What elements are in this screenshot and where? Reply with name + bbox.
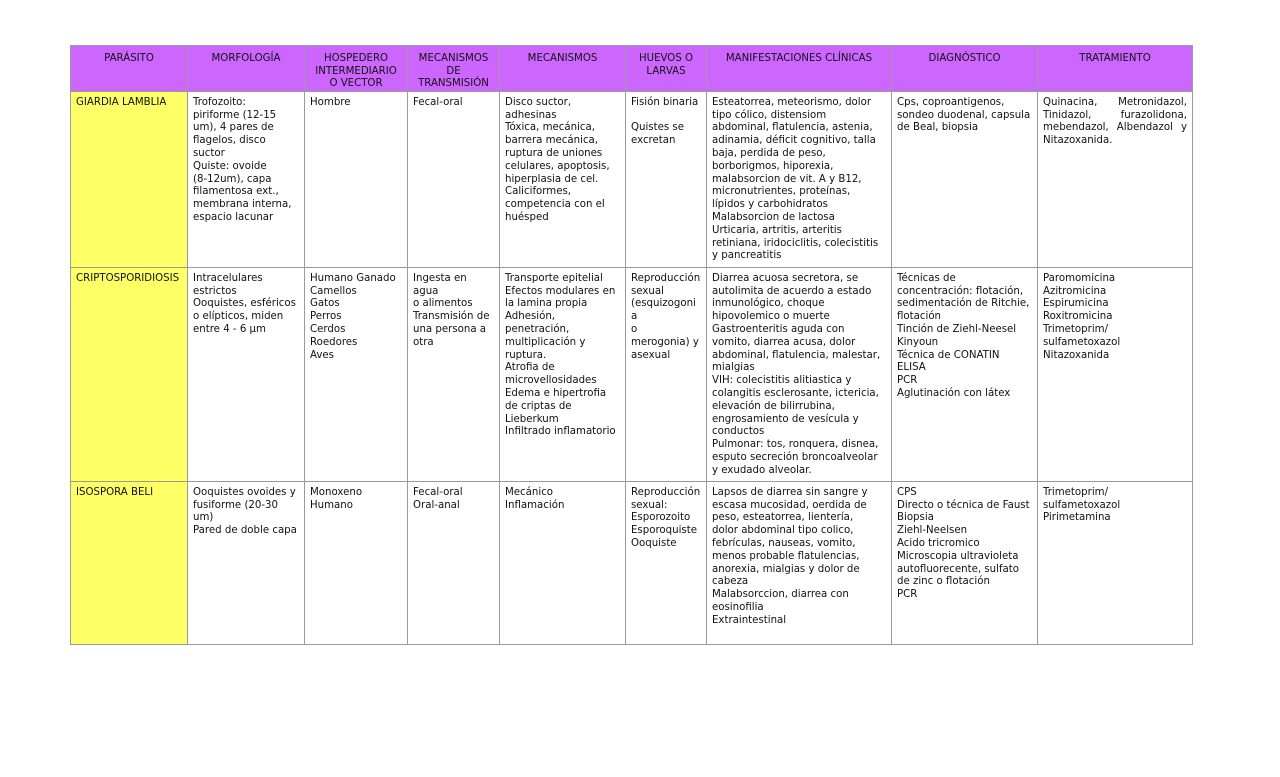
header-hospedero: HOSPEDERO INTERMEDIARIO O VECTOR <box>305 46 408 92</box>
header-manifestaciones: MANIFESTACIONES CLÍNICAS <box>707 46 892 92</box>
tratamiento-cell <box>1038 91 1193 267</box>
parasite-name: CRIPTOSPORIDIOSIS <box>76 272 180 284</box>
morfologia-text: Ooquistes ovoides y fusiforme (20-30 um) Pared de doble capa <box>193 486 297 537</box>
huevos-text: Fisión binaria Quistes se excretan <box>631 96 699 147</box>
parasite-table <box>70 45 1193 645</box>
diagnostico-cell <box>892 91 1038 267</box>
transmision-cell <box>408 267 500 481</box>
transmision-text: Ingesta en agua o alimentos Transmisión de una persona a otra <box>413 272 490 348</box>
transmision-text: Fecal-oral <box>413 96 463 108</box>
header-tratamiento: TRATAMIENTO <box>1038 46 1193 92</box>
transmision-text: Fecal-oral Oral-anal <box>413 486 463 511</box>
transmision-cell <box>408 481 500 644</box>
manifestaciones-cell <box>707 91 892 267</box>
header-row <box>71 46 1193 92</box>
mecanismos-text: Disco suctor, adhesinas Tóxica, mecánica, barrera mecánica, ruptura de uniones celulares, apoptosis, hiperplasia de cel. Caliciformes, competencia con el huésped <box>505 96 610 223</box>
mecanismos-text: Transporte epitelial Efectos modulares en la lamina propia Adhesión, penetración, multiplicación y ruptura. Atrofia de microvellosidades Edema e hipertrofia de criptas de Lieberkum Infiltrado inflamatorio <box>505 272 616 438</box>
hospedero-text: Humano Ganado Camellos Gatos Perros Cerdos Roedores Aves <box>310 272 396 361</box>
morfologia-cell <box>188 267 305 481</box>
tratamiento-cell <box>1038 481 1193 644</box>
hospedero-cell <box>305 267 408 481</box>
huevos-cell <box>626 267 707 481</box>
huevos-cell <box>626 91 707 267</box>
header-mecanismos: MECANISMOS <box>500 46 626 92</box>
diagnostico-text: Cps, coproantigenos, sondeo duodenal, capsula de Beal, biopsia <box>897 96 1031 134</box>
tratamiento-cell <box>1038 267 1193 481</box>
header-huevos-larvas: HUEVOS O LARVAS <box>626 46 707 92</box>
manifestaciones-text: Diarrea acuosa secretora, se autolimita de acuerdo a estado inmunológico, choque hipovolemico o muerte Gastroenteritis aguda con vomito, diarrea acusa, dolor abdominal, flatulencia, malestar, mialgias VIH: colecistitis alitiastica y colangitis esclerosante, ictericia, elevación de bilirrubina, engrosamiento de vesícula y conductos Pulmonar: tos, ronquera, disnea, esputo secreción broncoalveolar y exudado alveolar. <box>712 272 881 476</box>
table-row-criptosporidiosis <box>71 267 1193 481</box>
parasite-name-cell <box>71 91 188 267</box>
tratamiento-text: Quinacina, Metronidazol, Tinidazol, furazolidona, mebendazol, Albendazol y Nitazoxanida. <box>1043 96 1187 147</box>
tratamiento-text: Trimetoprim/ sulfametoxazol Pirimetamina <box>1043 486 1121 524</box>
hospedero-cell <box>305 481 408 644</box>
parasite-name: ISOSPORA BELI <box>76 486 154 498</box>
transmision-cell <box>408 91 500 267</box>
parasite-name: GIARDIA LAMBLIA <box>76 96 167 108</box>
huevos-cell <box>626 481 707 644</box>
morfologia-text: Trofozoito: piriforme (12-15 um), 4 pares de flagelos, disco suctor Quiste: ovoide (8-12um), capa filamentosa ext., membrana interna, espacio lacunar <box>193 96 292 223</box>
table-row-isospora <box>71 481 1193 644</box>
manifestaciones-text: Esteatorrea, meteorismo, dolor tipo cólico, distensiom abdominal, flatulencia, astenia, adinamia, déficit cognitivo, talla baja, perdida de peso, borborigmos, hiporexia, malabsorcion de vit. A y B12, micronutrientes, proteínas, lípidos y carbohidratos Malabsorcion de lactosa Urticaria, artritis, arteritis retiniana, iridociclitis, colecistitis y pancreatitis <box>712 96 879 262</box>
hospedero-text: Hombre <box>310 96 351 108</box>
parasite-name-cell <box>71 267 188 481</box>
header-parasito: PARÁSITO <box>71 46 188 92</box>
table-row-giardia <box>71 91 1193 267</box>
huevos-text: Reproducción sexual (esquizogonia o merogonia) y asexual <box>631 272 701 361</box>
mecanismos-text: Mecánico Inflamación <box>505 486 565 511</box>
header-morfologia: MORFOLOGÍA <box>188 46 305 92</box>
parasite-name-cell <box>71 481 188 644</box>
huevos-text: Reproducción sexual: Esporozoito Esporoquiste Ooquiste <box>631 486 701 549</box>
mecanismos-cell <box>500 481 626 644</box>
header-mecanismos-transmision: MECANISMOS DE TRANSMISIÓN <box>408 46 500 92</box>
hospedero-cell <box>305 91 408 267</box>
morfologia-cell <box>188 91 305 267</box>
diagnostico-cell <box>892 481 1038 644</box>
manifestaciones-cell <box>707 481 892 644</box>
hospedero-text: Monoxeno Humano <box>310 486 363 511</box>
diagnostico-cell <box>892 267 1038 481</box>
diagnostico-text: CPS Directo o técnica de Faust Biopsia Ziehl-Neelsen Acido tricromico Microscopia ultravioleta autofluorecente, sulfato de zinc o flotación PCR <box>897 486 1030 601</box>
mecanismos-cell <box>500 267 626 481</box>
tratamiento-text: Paromomicina Azitromicina Espirumicina Roxitromicina Trimetoprim/ sulfametoxazol Nitazoxanida <box>1043 272 1121 361</box>
mecanismos-cell <box>500 91 626 267</box>
morfologia-text: Intracelulares estrictos Ooquistes, esféricos o elípticos, miden entre 4 - 6 μm <box>193 272 296 335</box>
header-diagnostico: DIAGNÓSTICO <box>892 46 1038 92</box>
manifestaciones-cell <box>707 267 892 481</box>
manifestaciones-text: Lapsos de diarrea sin sangre y escasa mucosidad, oerdida de peso, esteatorrea, lientería, dolor abdominal tipo colico, febrículas, nauseas, vomito, menos probable flatulencias, anorexia, mialgias y dolor de cabeza Malabsorccion, diarrea con eosinofilia Extraintestinal <box>712 486 868 626</box>
morfologia-cell <box>188 481 305 644</box>
diagnostico-text: Técnicas de concentración: flotación, sedimentación de Ritchie, flotación Tinción de Ziehl-Neesel Kinyoun Técnica de CONATIN ELISA PCR Aglutinación con látex <box>897 272 1030 399</box>
